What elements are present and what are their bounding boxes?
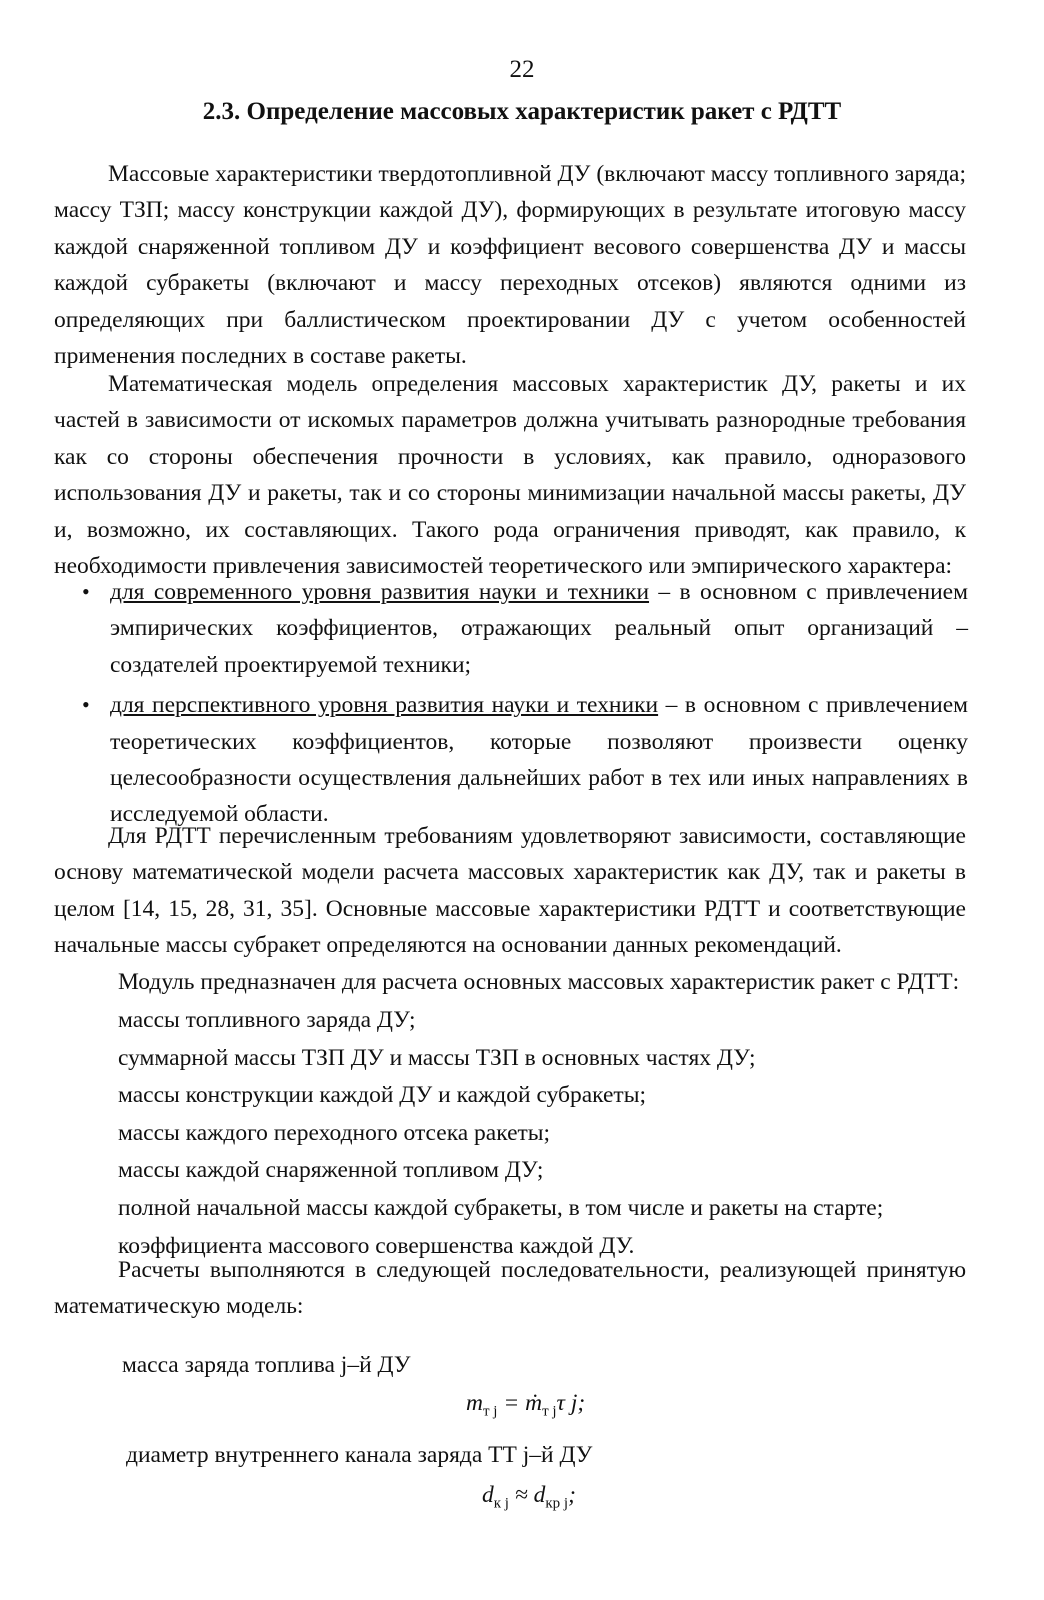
paragraph-model: Математическая модель определения массовых характеристик ДУ, ракеты и их частей в зависимости от искомых параметров должна учитывать разнородные требования как со стороны обеспечения прочности в условиях, как правило, одноразового использования ДУ и ракеты, так и со стороны минимизации начальной массы ракеты, ДУ и, возможно, их составляющих. Такого рода ограничения приводят, как правило, к необходимости привлечения зависимостей теоретического или эмпирического характера: [54,371,966,580]
section-title: 2.3. Определение массовых характеристик ракет с РДТТ [202,98,842,125]
bullet-text: – в основном с привлечением эмпирических коэффициентов, отражающих реальный опыт организаций – создателей проектируемой техники; [110,579,968,678]
bullet-heading: для перспективного уровня развития науки и техники [110,692,659,719]
bullet-icon: • [82,692,90,718]
formula-subscript: т j [482,1403,498,1420]
formula-symbol: d [482,1482,494,1508]
formula-equals: ≈ d [508,1482,546,1508]
formula-subscript: кр j [545,1495,569,1512]
formula-symbol: m [466,1390,483,1416]
formula-equals: = ṁ [497,1390,543,1416]
formula [466,1390,585,1421]
list-item: массы каждого переходного отсека ракеты; [118,1119,551,1146]
formula-tail: ; [568,1482,576,1508]
list-item [54,574,968,683]
paragraph-module: Модуль предназначен для расчета основных массовых характеристик ракет с РДТТ: [118,969,960,995]
module-list [118,1002,883,1265]
formula-tail: τ j; [556,1390,586,1416]
bullet-text: – в основном с привлечением теоретических коэффициентов, которые позволяют произвести оценку целесообразности осуществления дальнейших работ в тех или иных направлениях в исследуемой области. [110,692,968,828]
paragraph-rdtt: Для РДТТ перечисленным требованиям удовлетворяют зависимости, составляющие основу математической модели расчета массовых характеристик как ДУ, так и ракеты в целом [14, 15, 28, 31, 35]. Основные массовые характеристики РДТТ и соответствующие начальные массы субракет определяются на основании данных рекомендаций. [54,823,966,959]
formula-subscript: т j [542,1403,557,1420]
list-item: массы каждой снаряженной топливом ДУ; [118,1157,544,1184]
paragraph-sequence: Расчеты выполняются в следующей последовательности, реализующей принятую математическую модель: [54,1257,966,1320]
list-item [54,687,968,833]
list-item: суммарной массы ТЗП ДУ и массы ТЗП в основных частях ДУ; [118,1044,756,1071]
page-number: 22 [509,56,535,83]
formula [482,1482,576,1513]
formula-subscript: к j [493,1495,509,1512]
list-item: массы конструкции каждой ДУ и каждой субракеты; [118,1082,647,1109]
bullet-icon: • [82,579,90,604]
list-item: коэффициента массового совершенства каждой ДУ. [118,1232,635,1259]
formula-label: масса заряда топлива j–й ДУ [122,1352,411,1378]
list-item: полной начальной массы каждой субракеты, в том числе и ракеты на старте; [118,1194,884,1221]
bullet-heading: для современного уровня развития науки и техники [110,579,650,605]
list-item: массы топливного заряда ДУ; [118,1007,416,1033]
requirements-list [54,574,968,837]
paragraph-intro: Массовые характеристики твердотопливной ДУ (включают массу топливного заряда; массу ТЗП; массу конструкции каждой ДУ), формирующих в результате итоговую массу каждой снаряженной топливом ДУ и коэффициент весового совершенства ДУ и массы каждой субракеты (включают и массу переходных отсеков) являются одними из определяющих при баллистическом проектировании ДУ с учетом особенностей применения последних в составе ракеты. [54,161,966,370]
formula-label: диаметр внутреннего канала заряда ТТ j–й ДУ [126,1442,593,1468]
